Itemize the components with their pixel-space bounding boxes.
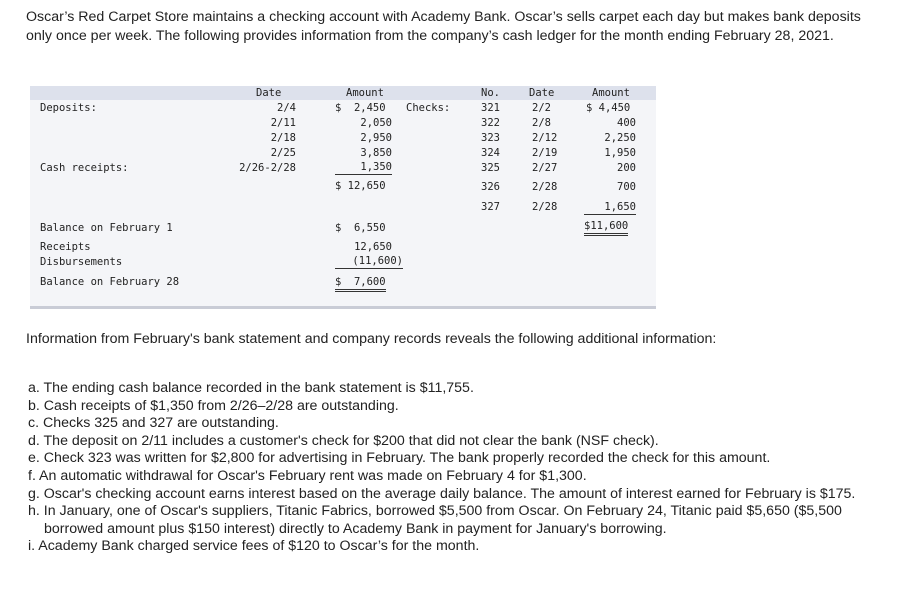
check-date: 2/8 — [532, 117, 551, 129]
list-item: f. An automatic withdrawal for Oscar's February rent was made on February 4 for $1,300. — [28, 467, 587, 484]
intro-paragraph: Oscar’s Red Carpet Store maintains a checking account with Academy Bank. Oscar’s sells carpet each day but makes bank deposits only once per week. The following provides information from the company’s cash ledger for the month ending February 28, 2021. — [26, 9, 861, 44]
list-item: a. The ending cash balance recorded in the bank statement is $11,755. — [28, 380, 474, 396]
check-date: 2/27 — [532, 162, 558, 174]
list-item: i. Academy Bank charged service fees of $120 to Oscar’s for the month. — [28, 538, 480, 555]
list-item: h. In January, one of Oscar's suppliers, Titanic Fabrics, borrowed $5,500 from Oscar. On February 24, Titanic paid $5,650 ($5,500 borrowed amount plus $150 interest) directly to Academy Bank in payment for January's borrowing. — [28, 503, 842, 537]
check-no: 327 — [481, 201, 500, 213]
list-item: b. Cash receipts of $1,350 from 2/26–2/28 are outstanding. — [28, 397, 399, 414]
check-no: 321 — [481, 102, 500, 114]
check-date: 2/19 — [532, 147, 558, 159]
check-date: 2/28 — [532, 181, 558, 193]
deposit-amount: $ 2,450 — [335, 102, 386, 114]
summary-value: (11,600) — [335, 254, 403, 269]
check-date: 2/12 — [532, 132, 558, 144]
summary-value: 12,650 — [354, 241, 392, 253]
checks-label: Checks: — [406, 102, 451, 114]
list-item: e. Check 323 was written for $2,800 for advertising in February. The bank properly recorded the check for this amount. — [28, 450, 771, 467]
check-amount: 200 — [617, 162, 636, 174]
header-check-no: No. — [481, 87, 500, 99]
check-amount: 1,650 — [584, 200, 636, 215]
check-no: 322 — [481, 117, 500, 129]
list-item: c. Checks 325 and 327 are outstanding. — [28, 415, 279, 432]
additional-info-list — [28, 380, 888, 556]
header-check-date: Date — [529, 87, 555, 99]
deposits-label: Deposits: — [40, 102, 97, 114]
summary-value: $ 7,600 — [335, 275, 386, 292]
cash-ledger-table — [30, 86, 656, 309]
check-amount: 2,250 — [604, 132, 636, 144]
check-amount: 700 — [617, 181, 636, 193]
cash-receipts-label: Cash receipts: — [40, 162, 129, 174]
check-amount: 1,950 — [604, 147, 636, 159]
summary-label: Balance on February 28 — [40, 276, 180, 288]
deposit-amount: 3,850 — [360, 147, 392, 159]
deposits-total: $ 12,650 — [335, 180, 386, 192]
checks-total: $11,600 — [584, 219, 628, 236]
ledger-header-band — [30, 86, 656, 100]
check-date: 2/28 — [532, 201, 558, 213]
info-heading: Information from February's bank statement and company records reveals the following additional information: — [26, 331, 717, 347]
deposit-date: 2/4 — [277, 102, 296, 114]
list-item: g. Oscar's checking account earns interest based on the average daily balance. The amount of interest earned for February is $175. — [28, 485, 856, 502]
summary-label: Balance on February 1 — [40, 222, 173, 234]
check-date: 2/2 — [532, 102, 551, 114]
check-no: 324 — [481, 147, 500, 159]
check-no: 326 — [481, 181, 500, 193]
check-no: 325 — [481, 162, 500, 174]
header-date: Date — [256, 87, 282, 99]
deposit-date: 2/26-2/28 — [239, 162, 296, 174]
deposit-amount: 2,950 — [360, 132, 392, 144]
summary-label: Receipts — [40, 241, 91, 253]
header-check-amount: Amount — [592, 87, 630, 99]
list-item: d. The deposit on 2/11 includes a customer's check for $200 that did not clear the bank (NSF check). — [28, 432, 659, 449]
deposit-date: 2/18 — [270, 132, 296, 144]
check-amount: $ 4,450 — [586, 102, 631, 114]
deposit-amount: 1,350 — [335, 160, 392, 175]
deposit-amount: 2,050 — [360, 117, 392, 129]
deposit-date: 2/11 — [270, 117, 296, 129]
summary-label: Disbursements — [40, 256, 123, 268]
check-no: 323 — [481, 132, 500, 144]
deposit-date: 2/25 — [270, 147, 296, 159]
check-amount: 400 — [617, 117, 636, 129]
header-amount: Amount — [346, 87, 384, 99]
summary-value: $ 6,550 — [335, 222, 386, 234]
